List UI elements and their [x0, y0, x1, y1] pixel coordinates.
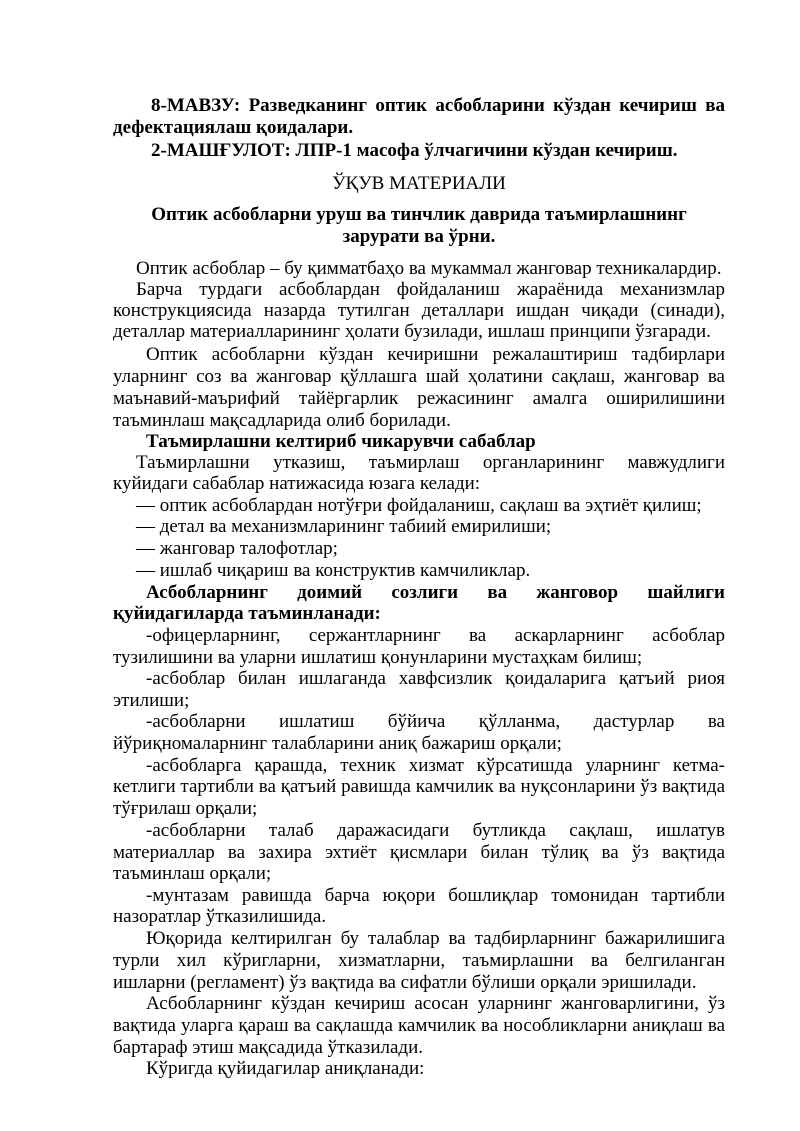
paragraph-3-line: Таъмирлашни утказиш, таъмирлаш органларининг мавжудлиги	[136, 452, 725, 473]
cause-list-item: — ишлаб чиқариш ва конструктив камчиликлар.	[136, 560, 531, 581]
lesson-title: 2-МАШҒУЛОТ: ЛПР-1 масофа ўлчагичини кўздан кечириш.	[151, 140, 678, 161]
paragraph-2-line: маънавий-маърифий тайёргарлик режасининг амалга оширилишини	[113, 388, 725, 409]
paragraph-5-line: Асбобларнинг кўздан кечириш асосан уларнинг жанговарлигини, ўз	[146, 993, 725, 1014]
readiness-heading-line-2: қуйидагиларда таъминланади:	[113, 603, 381, 624]
paragraph-5-line: бартараф этиш мақсадида ўтказилади.	[113, 1037, 424, 1058]
paragraph-2-line: уларнинг соз ва жанговар қўллашга шай ҳолатини сақлаш, жанговар ва	[113, 366, 725, 387]
requirement-3-line: -асбобларни ишлатиш бўйича қўлланма, дастурлар ва	[146, 711, 725, 732]
paragraph-5-line: вақтида уларга қараш ва сақлашда камчилик ва нособликларни аниқлаш ва	[113, 1015, 725, 1036]
paragraph-2-line: Оптик асбобларни кўздан кечиришни режалаштириш тадбирлари	[146, 344, 725, 365]
paragraph-3-line: куйидаги сабаблар натижасида юзага келади:	[113, 473, 481, 494]
requirement-1-line: тузилишини ва уларни ишлатиш қонунларини мустаҳкам билиш;	[113, 647, 643, 668]
material-title: ЎҚУВ МАТЕРИАЛИ	[332, 173, 506, 194]
requirement-5-line: таъминлаш орқали;	[113, 863, 272, 884]
intro-line: Оптик асбоблар – бу қимматбаҳо ва мукаммал жанговар техникалардир.	[136, 258, 722, 279]
paragraph-4-line: турли хил кўригларни, хизматларни, таъмирлашни ва белгиланган	[113, 950, 725, 971]
readiness-heading-line-1: Асбобларнинг доимий созлиги ва жанговор шайлиги	[146, 582, 725, 603]
requirement-5-line: материаллар ва захира эхтиёт қисмлари билан тўлиқ ва ўз вақтида	[113, 842, 725, 863]
requirement-5-line: -асбобларни талаб даражасидаги бутликда сақлаш, ишлатув	[146, 820, 725, 841]
cause-list-item: — детал ва механизмларининг табиий емирилиши;	[136, 516, 552, 537]
paragraph-1-line: деталлар материалларининг ҳолати бузилади, ишлаш принципи ўзгаради.	[113, 321, 711, 342]
requirement-2-line: -асбоблар билан ишлаганда хавфсизлик қоидаларига қатъий риоя	[146, 668, 725, 689]
requirement-4-line: кетлиги тартибли ва қатъий равишда камчилик ва нуқсонларини ўз вақтида	[113, 776, 725, 797]
paragraph-1-line: конструкциясида назарда тутилган деталлари ишдан чиқади (синади),	[113, 300, 725, 321]
topic-title-line-2: дефектациялаш қоидалари.	[113, 117, 354, 138]
paragraph-1-line: Барча турдаги асбоблардан фойдаланиш жараёнида механизмлар	[136, 279, 725, 300]
section-title-line-2: зарурати ва ўрни.	[342, 226, 496, 247]
paragraph-2-line: таъминлаш мақсадларида олиб борилади.	[113, 410, 451, 431]
causes-heading: Таъмирлашни келтириб чикарувчи сабаблар	[146, 431, 536, 452]
requirement-1-line: -офицерларнинг, сержантларнинг ва аскарларнинг асбоблар	[146, 625, 725, 646]
paragraph-4-line: Юқорида келтирилган бу талаблар ва тадбирларнинг бажарилишига	[146, 928, 725, 949]
requirement-6-line: -мунтазам равишда барча юқори бошлиқлар томонидан тартибли	[146, 885, 725, 906]
requirement-6-line: назоратлар ўтказилишида.	[113, 906, 327, 927]
requirement-4-line: тўғрилаш орқали;	[113, 798, 258, 819]
requirement-3-line: йўриқномаларнинг талабларини аниқ бажариш орқали;	[113, 733, 562, 754]
section-title-line-1: Оптик асбобларни уруш ва тинчлик даврида таъмирлашнинг	[151, 204, 687, 225]
paragraph-4-line: ишларни (регламент) ўз вақтида ва сифатли бўлиши орқали эришилади.	[113, 972, 697, 993]
inspection-intro-line: Кўригда қуйидагилар аниқланади:	[146, 1058, 425, 1079]
requirement-4-line: -асбобларга қарашда, техник хизмат кўрсатишда уларнинг кетма-	[146, 755, 725, 776]
topic-title-line-1: 8-МАВЗУ: Разведканинг оптик асбобларини кўздан кечириш ва	[151, 95, 725, 116]
cause-list-item: — жанговар талофотлар;	[136, 538, 338, 559]
cause-list-item: — оптик асбоблардан нотўғри фойдаланиш, сақлаш ва эҳтиёт қилиш;	[136, 495, 702, 516]
requirement-2-line: этилиши;	[113, 690, 190, 711]
